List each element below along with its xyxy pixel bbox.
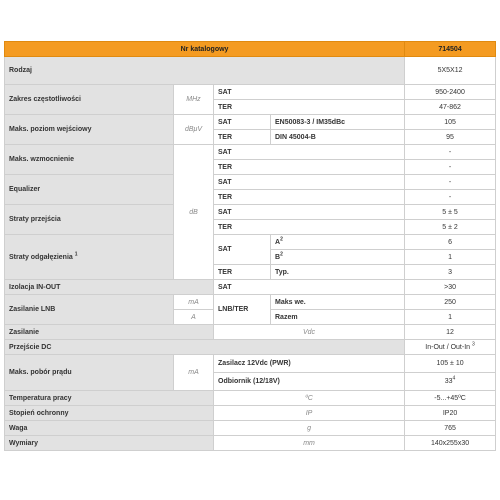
straty-odgal-a-text: A <box>275 238 281 246</box>
row-zasilanie-lnb-maks <box>5 295 496 310</box>
row-zakres-sat <box>5 85 496 100</box>
label-waga: Waga <box>5 421 214 436</box>
przejscie-dc-text: In-Out / Out-In <box>425 343 471 351</box>
unit-maks-poziom: dBμV <box>174 115 214 145</box>
przejscie-dc-value <box>405 340 496 355</box>
value-rodzaj: 5X5X12 <box>405 57 496 85</box>
unit-stopien: IP <box>214 406 405 421</box>
equalizer-ter-value: - <box>405 190 496 205</box>
zasilanie-value: 12 <box>405 325 496 340</box>
catalog-number-label: Nr katalogowy <box>5 42 405 57</box>
row-przejscie-dc <box>5 340 496 355</box>
maks-pobor-odb: Odbiornik (12/18V) <box>214 373 405 391</box>
equalizer-sat: SAT <box>214 175 405 190</box>
straty-odgal-ter-value: 3 <box>405 265 496 280</box>
maks-wzm-ter: TER <box>214 160 405 175</box>
unit-temperatura: ºC <box>214 391 405 406</box>
maks-poziom-sat: SAT <box>214 115 271 130</box>
maks-poziom-ter-value: 95 <box>405 130 496 145</box>
straty-przejscia-ter-value: 5 ± 2 <box>405 220 496 235</box>
zasilanie-lnb-sub: LNB/TER <box>214 295 271 325</box>
zasilanie-lnb-razem: Razem <box>271 310 405 325</box>
equalizer-sat-value: - <box>405 175 496 190</box>
label-zasilanie: Zasilanie <box>5 325 214 340</box>
straty-odgal-a <box>271 235 405 250</box>
zakres-ter-value: 47-862 <box>405 100 496 115</box>
label-maks-pobor: Maks. pobór prądu <box>5 355 174 391</box>
straty-odgal-sup: 1 <box>74 251 78 258</box>
zasilanie-lnb-razem-value: 1 <box>405 310 496 325</box>
label-maks-poziom: Maks. poziom wejściowy <box>5 115 174 145</box>
label-zasilanie-lnb: Zasilanie LNB <box>5 295 174 325</box>
unit-maks-pobor: mA <box>174 355 214 391</box>
row-straty-przejscia-sat <box>5 205 496 220</box>
straty-odgal-b-sup: 2 <box>280 251 283 258</box>
zakres-sat-value: 950-2400 <box>405 85 496 100</box>
wymiary-value: 140x255x30 <box>405 436 496 451</box>
row-wymiary <box>5 436 496 451</box>
maks-pobor-odb-sup: 4 <box>452 375 456 382</box>
straty-odgal-b <box>271 250 405 265</box>
maks-wzm-sat: SAT <box>214 145 405 160</box>
stopien-value: IP20 <box>405 406 496 421</box>
izolacja-value: >30 <box>405 280 496 295</box>
przejscie-dc-sup: 3 <box>472 341 475 348</box>
unit-waga: g <box>214 421 405 436</box>
straty-odgal-sat: SAT <box>214 235 271 265</box>
zakres-ter: TER <box>214 100 405 115</box>
temperatura-value: -5...+45ºC <box>405 391 496 406</box>
zasilanie-lnb-maks-value: 250 <box>405 295 496 310</box>
row-waga <box>5 421 496 436</box>
label-straty-przejscia: Straty przejścia <box>5 205 174 235</box>
maks-pobor-zas: Zasilacz 12Vdc (PWR) <box>214 355 405 373</box>
row-izolacja <box>5 280 496 295</box>
maks-wzm-sat-value: - <box>405 145 496 160</box>
label-stopien: Stopień ochronny <box>5 406 214 421</box>
maks-poziom-sat-std: EN50083-3 / IM35dBc <box>271 115 405 130</box>
spec-table <box>4 41 496 451</box>
row-equalizer-sat <box>5 175 496 190</box>
equalizer-ter: TER <box>214 190 405 205</box>
unit-zasilanie-lnb-a: A <box>174 310 214 325</box>
unit-wymiary: mm <box>214 436 405 451</box>
straty-przejscia-sat-value: 5 ± 5 <box>405 205 496 220</box>
label-straty-odgal <box>5 235 174 280</box>
zakres-sat: SAT <box>214 85 405 100</box>
maks-poziom-sat-value: 105 <box>405 115 496 130</box>
row-stopien <box>5 406 496 421</box>
maks-poziom-ter: TER <box>214 130 271 145</box>
row-temperatura <box>5 391 496 406</box>
label-wymiary: Wymiary <box>5 436 214 451</box>
label-przejscie-dc: Przejście DC <box>5 340 405 355</box>
straty-przejscia-sat: SAT <box>214 205 405 220</box>
maks-pobor-odb-value <box>405 373 496 391</box>
label-equalizer: Equalizer <box>5 175 174 205</box>
zasilanie-lnb-maks: Maks we. <box>271 295 405 310</box>
unit-zasilanie: Vdc <box>214 325 405 340</box>
label-rodzaj: Rodzaj <box>5 57 405 85</box>
row-maks-pobor-zas <box>5 355 496 373</box>
maks-wzm-ter-value: - <box>405 160 496 175</box>
label-zakres: Zakres częstotliwości <box>5 85 174 115</box>
header-row <box>5 42 496 57</box>
straty-odgal-b-text: B <box>275 253 281 261</box>
straty-przejscia-ter: TER <box>214 220 405 235</box>
waga-value: 765 <box>405 421 496 436</box>
row-maks-wzm-sat <box>5 145 496 160</box>
unit-zakres: MHz <box>174 85 214 115</box>
izolacja-sat: SAT <box>214 280 405 295</box>
label-izolacja: Izolacja IN-OUT <box>5 280 214 295</box>
straty-odgal-b-value: 1 <box>405 250 496 265</box>
label-temperatura: Temperatura pracy <box>5 391 214 406</box>
label-maks-wzm: Maks. wzmocnienie <box>5 145 174 175</box>
straty-odgal-a-sup: 2 <box>280 236 283 243</box>
maks-pobor-odb-text: 33 <box>444 378 453 385</box>
row-rodzaj <box>5 57 496 85</box>
row-zasilanie <box>5 325 496 340</box>
row-straty-odgal-a <box>5 235 496 250</box>
maks-pobor-zas-value: 105 ± 10 <box>405 355 496 373</box>
maks-poziom-ter-std: DIN 45004-B <box>271 130 405 145</box>
straty-odgal-a-value: 6 <box>405 235 496 250</box>
straty-odgal-ter: TER <box>214 265 271 280</box>
row-maks-poziom-sat <box>5 115 496 130</box>
unit-db: dB <box>174 145 214 280</box>
catalog-number-value: 714504 <box>405 42 496 57</box>
unit-zasilanie-lnb-ma: mA <box>174 295 214 310</box>
straty-odgal-text: Straty odgałęzienia <box>9 253 73 261</box>
straty-odgal-typ: Typ. <box>271 265 405 280</box>
